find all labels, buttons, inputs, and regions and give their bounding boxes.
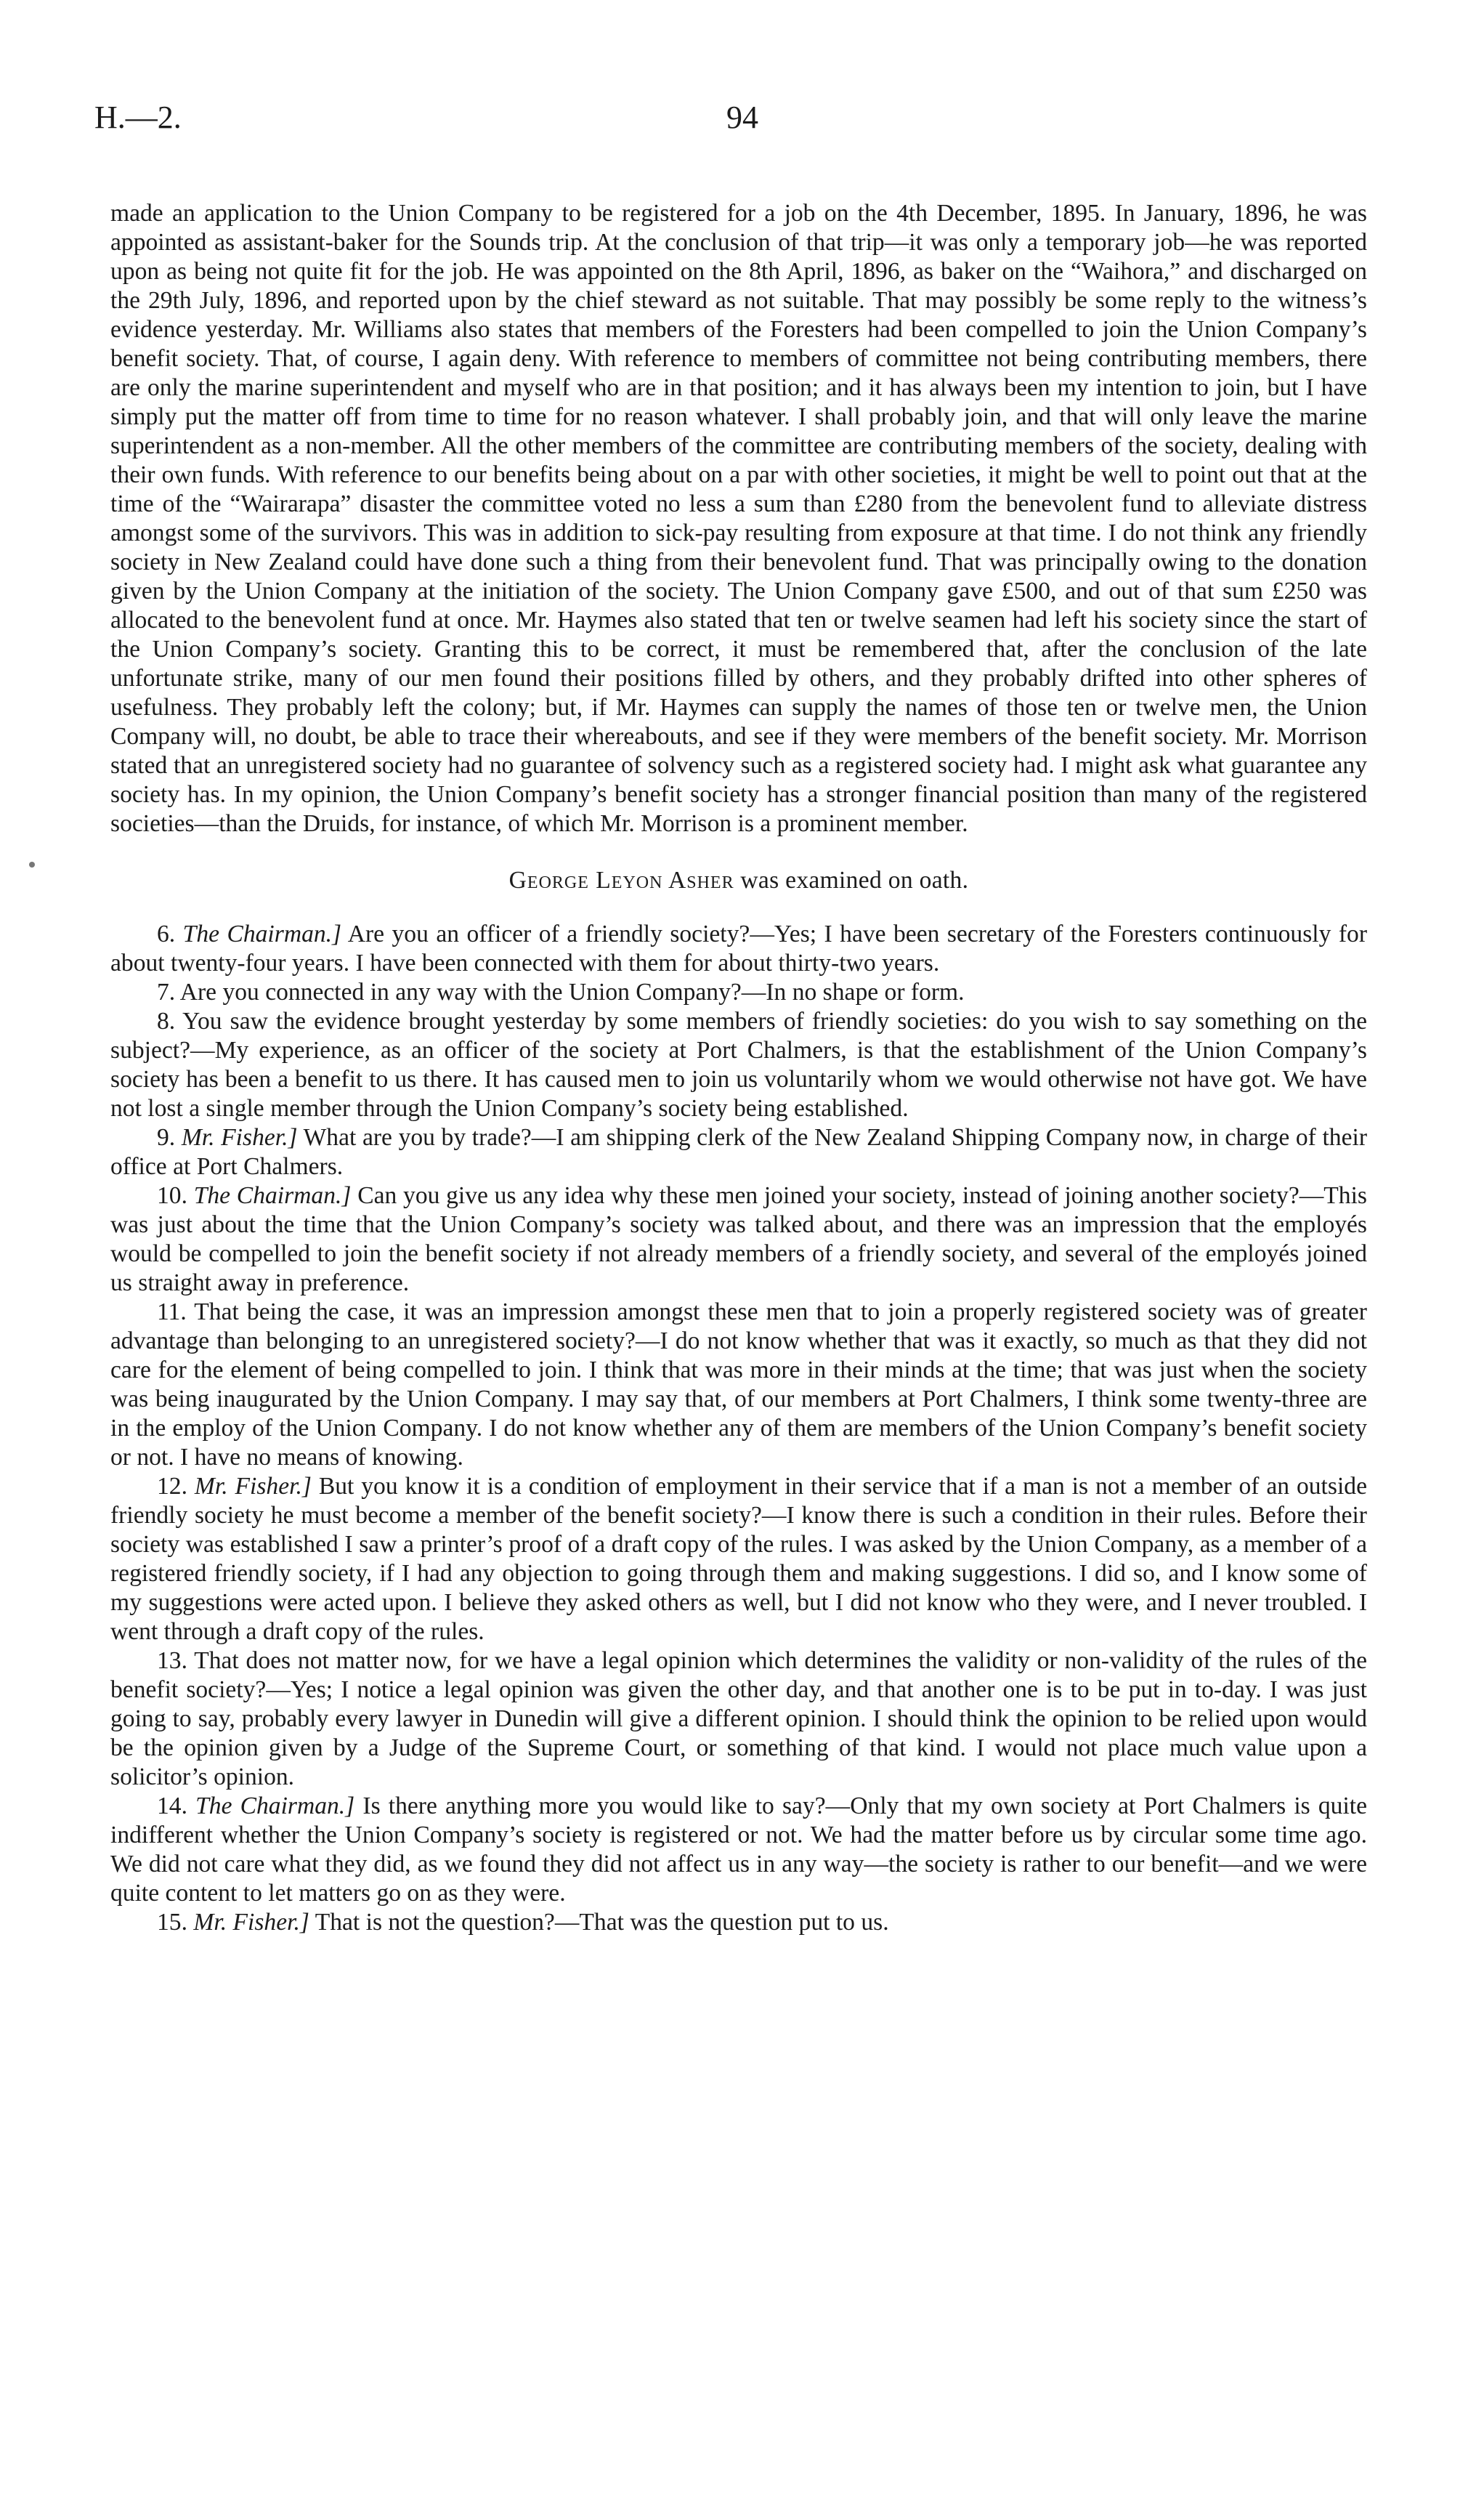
- question-paragraph: [110, 1007, 1367, 1123]
- question-number: 8.: [157, 1008, 176, 1035]
- question-text: That does not matter now, for we have a legal opinion which determines the validity or non-validity of the rules of the benefit society?—Yes; I notice a legal opinion was given the other day, and that another one is to be put in to-day. I was just going to say, probably every lawyer in Dunedin will give a different opinion. I should think the opinion to be relied upon would be the opinion given by a Judge of the Supreme Court, or something of that kind. I would not place much value upon a solicitor’s opinion.: [110, 1647, 1367, 1790]
- question-paragraph: [110, 1298, 1367, 1472]
- witness-heading: [110, 866, 1367, 895]
- question-paragraph: [110, 1472, 1367, 1646]
- speaker-label: Mr. Fisher.]: [181, 1124, 298, 1151]
- question-paragraph: [110, 1646, 1367, 1792]
- question-text: That being the case, it was an impression amongst these men that to join a properly registered society was of greater advantage than belonging to an unregistered society?—I do not know whether that was it exactly, so much as that they did not care for the element of being compelled to join. I think that was more in their minds at the time; that was just when the society was being inaugurated by the Union Company. I may say that, of our members at Port Chalmers, I think some twenty-three are in the employ of the Union Company. I do not know whether any of them are members of the Union Company’s benefit society or not. I have no means of knowing.: [110, 1298, 1367, 1471]
- question-paragraph: [110, 1908, 1367, 1937]
- question-list: [110, 920, 1367, 1937]
- question-text: Is there anything more you would like to say?—Only that my own society at Port Chalmers is quite indifferent whether the Union Company’s society is registered or not. We had the matter before us by circular some time ago. We did not care what they did, as we found they did not affect us in any way—the society is rather to our benefit—and we were quite content to let matters go on as they were.: [110, 1792, 1368, 1907]
- question-paragraph: [110, 1792, 1367, 1908]
- witness-name: George Leyon Asher: [508, 867, 734, 894]
- page-header: [94, 96, 1220, 140]
- question-number: 9.: [157, 1124, 176, 1151]
- speaker-label: Mr. Fisher.]: [193, 1909, 309, 1936]
- question-paragraph: [110, 978, 1367, 1007]
- margin-mark: [29, 862, 35, 868]
- question-number: 11.: [157, 1298, 187, 1325]
- question-text: Are you an officer of a friendly society?—Yes; I have been secretary of the Foresters continuously for about twenty-four years. I have been connected with them for about thirty-two years.: [110, 921, 1367, 977]
- document-id: H.—2.: [94, 100, 182, 135]
- speaker-label: The Chairman.]: [195, 1792, 355, 1819]
- question-paragraph: [110, 920, 1367, 978]
- question-number: 14.: [157, 1792, 187, 1819]
- question-number: 13.: [157, 1647, 187, 1674]
- witness-heading-rest: was examined on oath.: [740, 867, 969, 894]
- opening-paragraph: made an application to the Union Company to be registered for a job on the 4th December, 1895. In January, 1896, he was appointed as assistant-baker for the Sounds trip. At the conclusion of that trip—it was only a temporary job—he was reported upon as being not quite fit for the job. He was appointed on the 8th April, 1896, as baker on the “Waihora,” and discharged on the 29th July, 1896, and reported upon by the chief steward as not suitable. That may possibly be some reply to the witness’s evidence yesterday. Mr. Williams also states that members of the Foresters had been compelled to join the Union Company’s benefit society. That, of course, I again deny. With reference to members of committee not being contributing members, there are only the marine superintendent and myself who are in that position; and it has always been my intention to join, but I have simply put the matter off from time to time for no reason whatever. I shall probably join, and that will only leave the marine superintendent as a non-member. All the other members of the committee are contributing members of the society, dealing with their own funds. With reference to our benefits being about on a par with other societies, it might be well to point out that at the time of the “Wairarapa” disaster the committee voted no less a sum than £280 from the benevolent fund to alleviate distress amongst some of the survivors. This was in addition to sick-pay resulting from exposure at that time. I do not think any friendly society in New Zealand could have done such a thing from their benevolent fund. That was principally owing to the donation given by the Union Company at the initiation of the society. The Union Company gave £500, and out of that sum £250 was allocated to the benevolent fund at once. Mr. Haymes also stated that ten or twelve seamen had left his society since the start of the Union Company’s society. Granting this to be correct, it must be remembered that, after the conclusion of the late unfortunate strike, many of our men found their positions filled by others, and they probably drifted into other spheres of usefulness. They probably left the colony; but, if Mr. Haymes can supply the names of those ten or twelve men, the Union Company will, no doubt, be able to trace their whereabouts, and see if they were members of the benefit society. Mr. Morrison stated that an unregistered society had no guarantee of solvency such as a registered society had. I might ask what guarantee any society has. In my opinion, the Union Company’s benefit society has a stronger financial position than many of the registered societies—than the Druids, for instance, of which Mr. Morrison is a prominent member.: [110, 200, 1367, 837]
- question-number: 12.: [157, 1473, 187, 1500]
- question-text: But you know it is a condition of employment in their service that if a man is not a member of an outside friendly society he must become a member of the benefit society?—I know there is such a condition in their rules. Before their society was established I saw a printer’s proof of a draft copy of the rules. I was asked by the Union Company, as a member of a registered friendly society, if I had any objection to going through them and making suggestions. I did so, and I know some of my suggestions were acted upon. I believe they asked others as well, but I did not know who they were, and I never troubled. I went through a draft copy of the rules.: [110, 1473, 1367, 1645]
- speaker-label: Mr. Fisher.]: [194, 1473, 312, 1500]
- speaker-label: The Chairman.]: [193, 1182, 352, 1209]
- question-text: What are you by trade?—I am shipping clerk of the New Zealand Shipping Company now, in charge of their office at Port Chalmers.: [110, 1124, 1367, 1180]
- question-paragraph: [110, 1181, 1367, 1298]
- question-paragraph: [110, 1123, 1367, 1181]
- question-text: You saw the evidence brought yesterday by some members of friendly societies: do you wish to say something on the subject?—My experience, as an officer of the society at Port Chalmers, is that the establishment of the Union Company’s society has been a benefit to us there. It has caused men to join us voluntarily whom we would otherwise not have got. We have not lost a single member through the Union Company’s society being established.: [110, 1008, 1367, 1122]
- question-text: Can you give us any idea why these men joined your society, instead of joining another society?—This was just about the time that the Union Company’s society was talked about, and there was an impression that the employés would be compelled to join the benefit society if not already members of a friendly society, and several of the employés joined us straight away in preference.: [110, 1182, 1367, 1296]
- question-number: 6.: [157, 921, 176, 947]
- speaker-label: The Chairman.]: [182, 921, 342, 947]
- question-text: That is not the question?—That was the question put to us.: [315, 1909, 889, 1936]
- question-text: Are you connected in any way with the Union Company?—In no shape or form.: [179, 979, 965, 1006]
- question-number: 7.: [157, 979, 176, 1006]
- page-number: 94: [726, 100, 758, 135]
- question-number: 10.: [157, 1182, 187, 1209]
- body-text: [110, 199, 1367, 1937]
- question-number: 15.: [157, 1909, 187, 1936]
